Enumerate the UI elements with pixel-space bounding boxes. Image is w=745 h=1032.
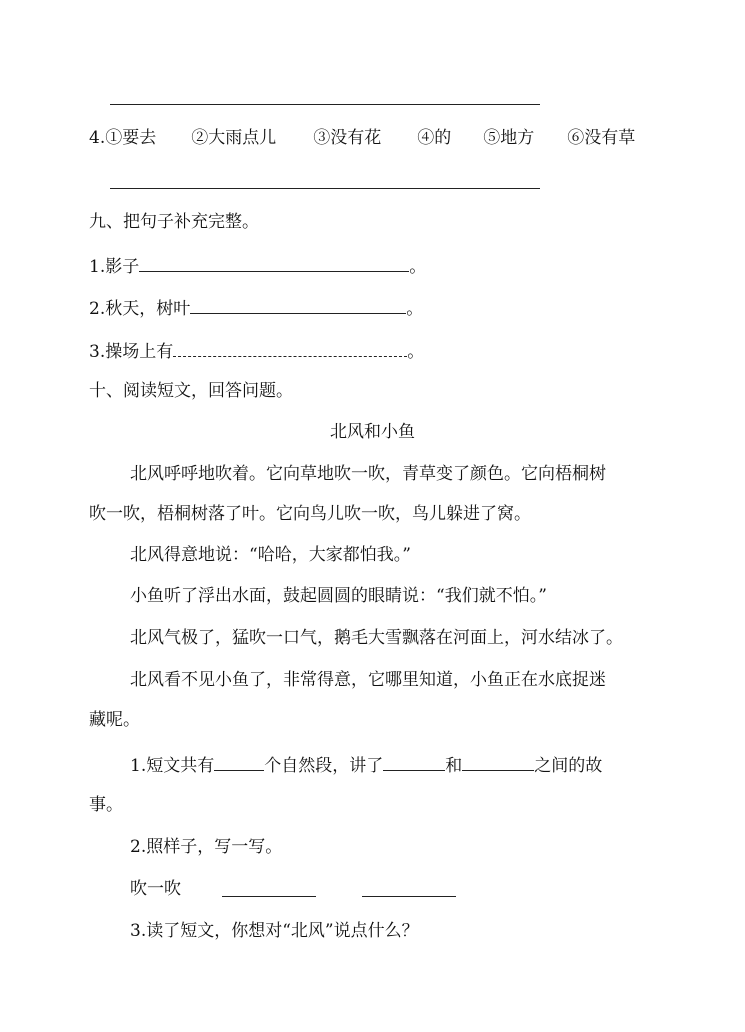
q4-option-2: ②大雨点儿 bbox=[191, 128, 277, 148]
item-3-blank[interactable] bbox=[173, 339, 407, 357]
passage-para3: 小鱼听了浮出水面，鼓起圆圆的眼睛说：“我们就不怕。” bbox=[130, 586, 547, 606]
item-2-prefix: 2.秋天，树叶 bbox=[89, 299, 191, 319]
passage-para2: 北风得意地说：“哈哈，大家都怕我。” bbox=[130, 545, 411, 565]
section9-heading: 九、把句子补充完整。 bbox=[89, 212, 259, 232]
q1-blank-second[interactable] bbox=[462, 753, 534, 771]
passage-title: 北风和小鱼 bbox=[330, 422, 415, 442]
q1-blank-first[interactable] bbox=[383, 753, 445, 771]
passage-para4: 北风气极了，猛吹一口气，鹅毛大雪飘落在河面上，河水结冰了。 bbox=[130, 628, 623, 648]
item-3-prefix: 3.操场上有 bbox=[89, 342, 174, 362]
passage-para1-line2: 吹一吹，梧桐树落了叶。它向鸟儿吹一吹，鸟儿躲进了窝。 bbox=[89, 504, 531, 524]
section9-item-1 bbox=[89, 254, 426, 278]
item-1-blank[interactable] bbox=[139, 254, 409, 272]
q1-text-a: 1.短文共有 bbox=[130, 756, 215, 776]
q2-answer-line-2[interactable] bbox=[362, 896, 456, 897]
item-1-suffix: 。 bbox=[409, 257, 427, 277]
q4-option-4: ④的 bbox=[417, 128, 452, 148]
item-2-blank[interactable] bbox=[190, 296, 406, 314]
q4-option-1: ①要去 bbox=[105, 128, 157, 148]
q4-option-5: ⑤地方 bbox=[483, 128, 535, 148]
answer-line-q4[interactable] bbox=[110, 188, 540, 189]
section10-heading: 十、阅读短文，回答问题。 bbox=[89, 381, 293, 401]
passage-para5-line2: 藏呢。 bbox=[89, 710, 140, 730]
reading-q1-line1 bbox=[130, 753, 602, 777]
q2-answer-line-1[interactable] bbox=[222, 896, 316, 897]
q1-blank-count[interactable] bbox=[214, 753, 264, 771]
q1-text-c: 和 bbox=[445, 756, 463, 776]
section9-item-2 bbox=[89, 296, 423, 320]
reading-q3: 3.读了短文，你想对“北风”说点什么？ bbox=[130, 921, 419, 941]
q4-option-3: ③没有花 bbox=[313, 128, 382, 148]
q4-option-6: ⑥没有草 bbox=[567, 128, 636, 148]
answer-line-q3[interactable] bbox=[110, 104, 540, 105]
q4-number: 4. bbox=[89, 128, 106, 148]
item-1-prefix: 1.影子 bbox=[89, 257, 140, 277]
section9-item-3 bbox=[89, 339, 424, 363]
q1-text-d: 之间的故 bbox=[534, 756, 603, 776]
reading-q1-line2: 事。 bbox=[89, 795, 123, 815]
item-2-suffix: 。 bbox=[406, 299, 424, 319]
passage-para5-line1: 北风看不见小鱼了，非常得意，它哪里知道，小鱼正在水底捉迷 bbox=[130, 670, 606, 690]
q1-text-b: 个自然段，讲了 bbox=[264, 756, 384, 776]
reading-q2-example: 吹一吹 bbox=[130, 879, 181, 899]
reading-q2: 2.照样子，写一写。 bbox=[130, 837, 283, 857]
item-3-suffix: 。 bbox=[407, 342, 425, 362]
passage-para1-line1: 北风呼呼地吹着。它向草地吹一吹，青草变了颜色。它向梧桐树 bbox=[130, 464, 606, 484]
q4-options bbox=[89, 127, 635, 149]
